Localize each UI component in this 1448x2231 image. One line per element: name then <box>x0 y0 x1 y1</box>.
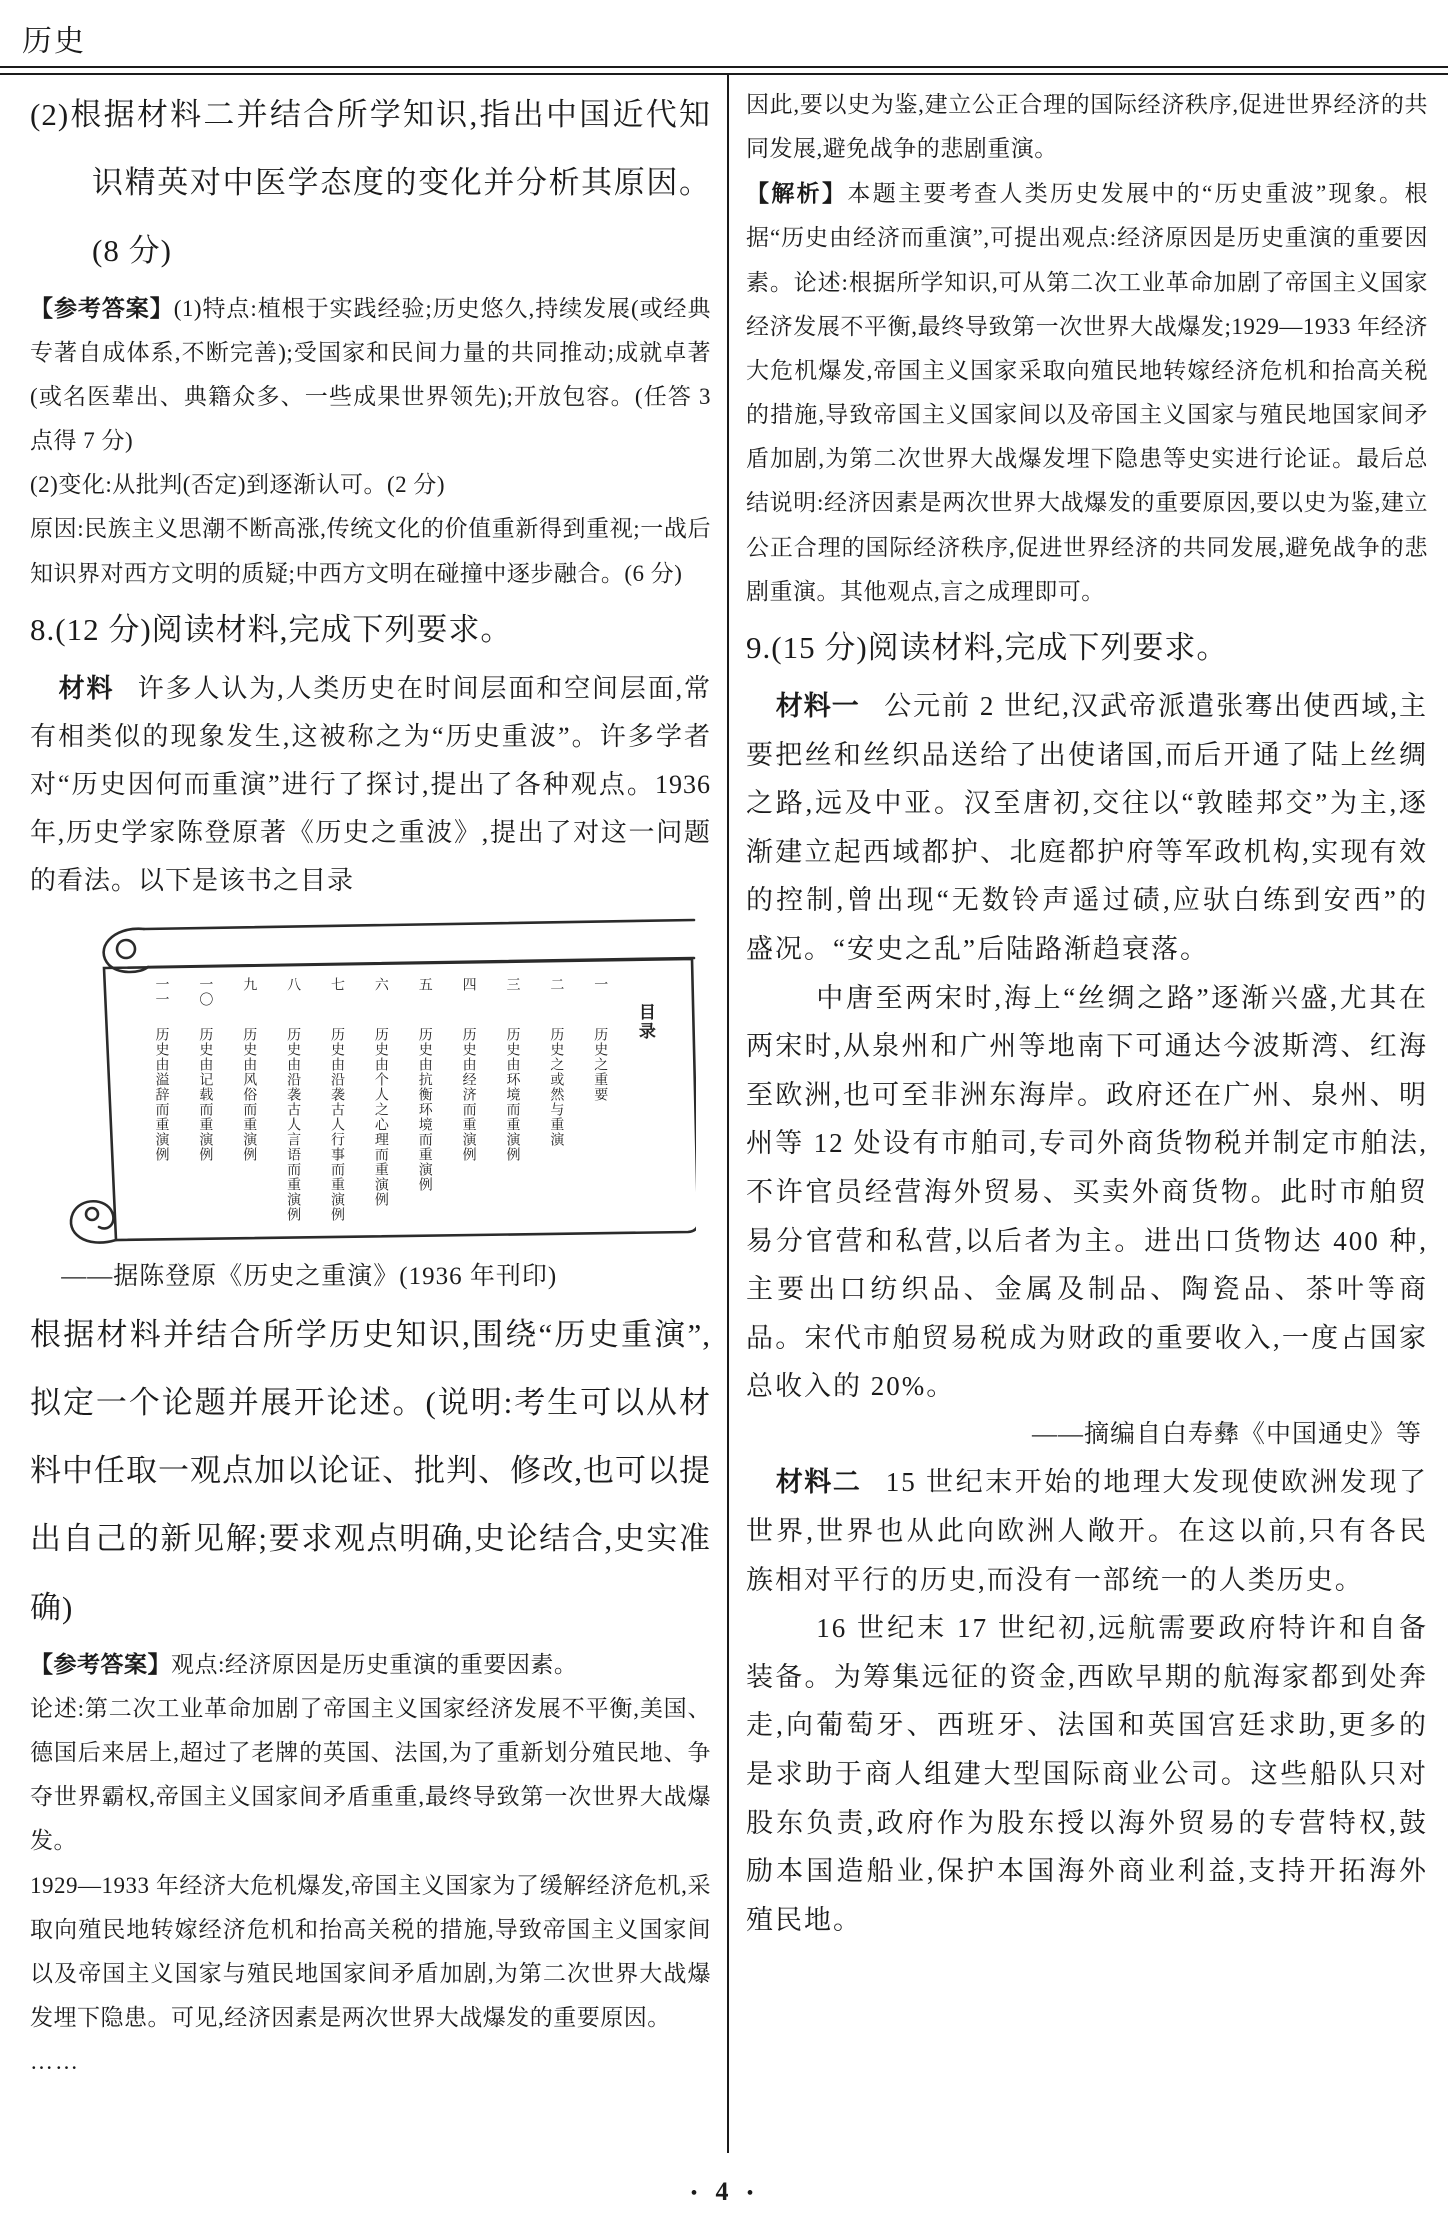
footer-left-dot: • <box>690 2182 702 2205</box>
toc-title: 历史之或然与重演 <box>548 1027 564 1148</box>
toc-number: 三 <box>504 977 520 993</box>
toc-title: 历史由记载而重演例 <box>197 1027 213 1163</box>
scroll-source-caption: ——据陈登原《历史之重演》(1936 年刊印) <box>61 1263 558 1291</box>
material-1-source: ——摘编自白寿彝《中国通史》等 <box>1031 1420 1422 1448</box>
toc-number: 一〇 <box>197 977 213 1008</box>
material-1-paragraph-1 <box>746 682 1428 974</box>
toc-column <box>152 977 170 1237</box>
answer-8-viewpoint: 观点:经济原因是历史重演的重要因素。 <box>171 1651 578 1677</box>
toc-number: 五 <box>416 977 432 993</box>
header-double-rule <box>0 66 1448 75</box>
toc-title: 历史之重要 <box>592 1027 608 1103</box>
toc-number: 七 <box>329 977 344 993</box>
material-1-paragraph-2: 中唐至两宋时,海上“丝绸之路”逐渐兴盛,尤其在两宋时,从泉州和广州等地南下可通达今波斯湾、红海至欧洲,也可至非洲东海岸。政府还在广州、泉州、明州等 12 处设有市舶司,专司外商货物税并制定市舶法,不许官员经营海外贸易、买卖外商货物。此时市舶贸易分官营和私营,以后者为主。进出口货物达 400 种,主要出口纺织品、金属及制品、陶瓷品、茶叶等商品。宋代市舶贸易税成为财政的重要收入,一度占国家总收入的 20%。 <box>746 982 1428 1402</box>
footer-page-number: 4 <box>715 2177 733 2206</box>
toc-title: 历史由沿袭古人言语而重演例 <box>285 1027 301 1223</box>
right-column <box>727 75 1448 2153</box>
material-paragraph <box>30 664 711 905</box>
material-2-paragraph-2: 16 世纪末 17 世纪初,远航需要政府特许和自备装备。为筹集远征的资金,西欧早期的航海家都到处奔走,向葡萄牙、西班牙、法国和英国宫廷求助,更多的是求助于商人组建大型国际商业公司。这些船队只对股东负责,政府作为股东授以海外贸易的专营特权,鼓励本国造船业,保护本国海外商业利益,支持开拓海外殖民地。 <box>746 1613 1428 1935</box>
reference-answer-paragraph-1 <box>30 286 711 464</box>
two-column-body <box>0 75 1448 2153</box>
toc-column <box>459 977 477 1237</box>
toc-column <box>547 977 565 1237</box>
toc-column <box>196 977 214 1237</box>
toc-column <box>328 977 346 1237</box>
question-2: (2)根据材料二并结合所学知识,指出中国近代知识精英对中医学态度的变化并分析其原因。(8 分) <box>30 97 711 269</box>
toc-title: 历史由风俗而重演例 <box>241 1027 257 1163</box>
toc-column <box>371 977 389 1237</box>
material-2-text-1: 15 世纪末开始的地理大发现使欧洲发现了世界,世界也从此向欧洲人敞开。在这以前,只有各民族相对平行的历史,而没有一部统一的人类历史。 <box>746 1467 1429 1595</box>
toc-title: 历史由个人之心理而重演例 <box>372 1027 388 1208</box>
toc-number: 二 <box>548 977 564 993</box>
page-footer <box>0 2177 1448 2207</box>
toc-number: 六 <box>372 977 388 993</box>
answer-8-body-1: 论述:第二次工业革命加剧了帝国主义国家经济发展不平衡,美国、德国后来居上,超过了老牌的英国、法国,为了重新划分殖民地、争夺世界霸权,帝国主义国家间矛盾重重,最终导致第一次世界大战爆发。 <box>30 1695 711 1854</box>
answer-8-body-2: 1929—1933 年经济大危机爆发,帝国主义国家为了缓解经济危机,采取向殖民地转嫁经济危机和抬高关税的措施,导致帝国主义国家间以及帝国主义国家与殖民地国家间矛盾加剧,为第二次世界大战爆发埋下隐患。可见,经济因素是两次世界大战爆发的重要原因。 <box>30 1872 711 2030</box>
material-1-text-1: 公元前 2 世纪,汉武帝派遣张骞出使西域,主要把丝和丝织品送给了出使诸国,而后开通了陆上丝绸之路,远及中亚。汉至唐初,交往以“敦睦邦交”为主,逐渐建立起西域都护、北庭都护府等军政机构,实现有效的控制,曾出现“无数铃声遥过碛,应驮白练到安西”的盛况。“安史之乱”后陆路渐趋衰落。 <box>746 691 1429 965</box>
analysis-text: 本题主要考查人类历史发展中的“历史重波”现象。根据“历史由经济而重演”,可提出观点:经济原因是历史重演的重要因素。论述:根据所学知识,可从第二次工业革命加剧了帝国主义国家经济发展不平衡,最终导致第一次世界大战爆发;1929—1933 年经济大危机爆发,帝国主义国家采取向殖民地转嫁经济危机和抬高关税的措施,导致帝国主义国家间以及帝国主义国家与殖民地国家间矛盾加剧,为第二次世界大战爆发埋下隐患等史实进行论证。最后总结说明:经济因素是两次世界大战爆发的重要原因,要以史为鉴,建立公正合理的国际经济秩序,促进世界经济的共同发展,避免战争的悲剧重演。其他观点,言之成理即可。 <box>746 181 1429 604</box>
material-1-label: 材料一 <box>775 691 860 722</box>
question-9-heading: 9.(15 分)阅读材料,完成下列要求。 <box>746 629 1229 665</box>
material-2-label: 材料二 <box>775 1467 862 1498</box>
toc-number: 一 <box>592 977 608 993</box>
toc-column <box>284 977 302 1237</box>
left-column <box>0 75 727 2153</box>
toc-column <box>591 977 609 1237</box>
toc-title: 历史由抗衡环境而重演例 <box>416 1027 432 1193</box>
material-text: 许多人认为,人类历史在时间层面和空间层面,常有相类似的现象发生,这被称之为“历史重波”。许多学者对“历史因何而重演”进行了探讨,提出了各种观点。1936 年,历史学家陈登原著《历史之重波》,提出了对这一问题的看法。以下是该书之目录 <box>30 673 711 896</box>
scroll-figure <box>54 913 696 1249</box>
page-header <box>0 0 1448 66</box>
toc-title: 历史由环境而重演例 <box>504 1027 520 1163</box>
material-2-paragraph-1 <box>746 1458 1428 1604</box>
continuation-ellipsis: …… <box>30 2049 80 2075</box>
toc-column <box>415 977 433 1237</box>
book-toc <box>152 977 656 1237</box>
answer-3-text: 原因:民族主义思潮不断高涨,传统文化的价值重新得到重视;一战后知识界对西方文明的质疑;中西方文明在碰撞中逐步融合。(6 分) <box>30 516 711 586</box>
toc-column <box>503 977 521 1237</box>
toc-number: 九 <box>241 977 257 993</box>
answer-continuation-text: 因此,要以史为鉴,建立公正合理的国际经济秩序,促进世界经济的共同发展,避免战争的悲剧重演。 <box>746 92 1428 162</box>
question-8-task: 根据材料并结合所学历史知识,围绕“历史重演”,拟定一个论题并展开论述。(说明:考生可以从材料中任取一观点加以论证、批判、修改,也可以提出自己的新见解;要求观点明确,史论结合,史实准确) <box>30 1316 711 1625</box>
toc-header: 目录 <box>635 1003 655 1042</box>
answer-1-text: (1)特点:植根于实践经验;历史悠久,持续发展(或经典专著自成体系,不断完善);受国家和民间力量的共同推动;成就卓著(或名医辈出、典籍众多、一些成果世界领先);开放包容。(任答 3 点得 7 分) <box>30 295 711 454</box>
analysis-paragraph <box>746 171 1428 614</box>
toc-title: 历史由沿袭古人行事而重演例 <box>329 1027 344 1223</box>
toc-title: 历史由经济而重演例 <box>460 1027 476 1163</box>
reference-answer-paragraph-8 <box>30 1642 711 1687</box>
analysis-label: 【解析】 <box>746 180 848 207</box>
toc-number: 四 <box>460 977 476 993</box>
material-label: 材料 <box>58 672 115 703</box>
answer-2-text: (2)变化:从批判(否定)到逐渐认可。(2 分) <box>30 472 446 498</box>
question-8-heading: 8.(12 分)阅读材料,完成下列要求。 <box>30 611 513 647</box>
subject-title: 历史 <box>22 25 86 58</box>
toc-number: 八 <box>285 977 301 993</box>
reference-answer-label: 【参考答案】 <box>30 1650 171 1677</box>
toc-column <box>240 977 258 1237</box>
toc-title: 历史由溢辞而重演例 <box>153 1027 169 1163</box>
reference-answer-label: 【参考答案】 <box>30 294 174 321</box>
toc-number: 一一 <box>153 977 169 1008</box>
footer-right-dot: • <box>746 2182 758 2205</box>
